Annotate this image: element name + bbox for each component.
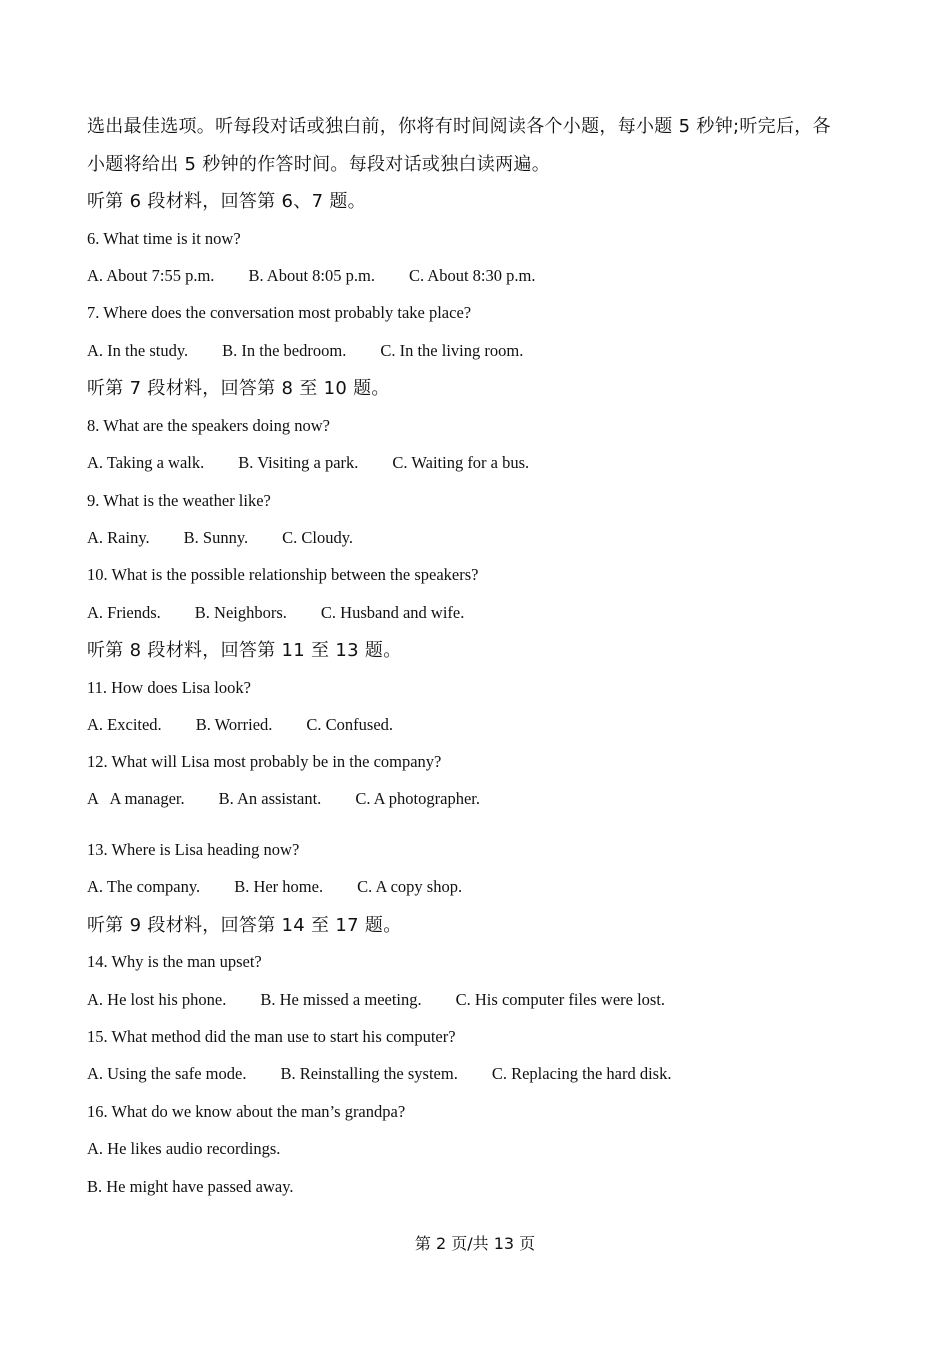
option-row: [87, 455, 529, 472]
question-text: 15. What method did the man use to start his computer?: [87, 1027, 456, 1046]
option-c: C. Replacing the hard disk.: [491, 1064, 672, 1083]
question-text: 13. Where is Lisa heading now?: [87, 840, 300, 859]
option-c: C. A photographer.: [355, 789, 480, 808]
question-text: 11. How does Lisa look?: [87, 678, 251, 697]
option-a: A. He likes audio recordings.: [87, 1139, 281, 1158]
question-text: 16. What do we know about the man’s grandpa?: [87, 1102, 406, 1121]
question-text: 9. What is the weather like?: [87, 491, 271, 510]
option-row: [87, 530, 353, 547]
option-b: B. Her home.: [234, 877, 324, 896]
option-a: A A manager.: [87, 789, 185, 808]
option-a: A. Using the safe mode.: [87, 1064, 247, 1083]
option-row: [87, 791, 480, 808]
option-a: A. About 7:55 p.m.: [87, 266, 215, 285]
question-text: 8. What are the speakers doing now?: [87, 416, 330, 435]
option-b: B. He might have passed away.: [87, 1177, 294, 1196]
option-c: C. Waiting for a bus.: [392, 453, 530, 472]
option-row: [87, 268, 535, 285]
option-row: [87, 879, 462, 896]
option-b: B. An assistant.: [218, 789, 322, 808]
option-c: C. Cloudy.: [282, 528, 354, 547]
question-text: 12. What will Lisa most probably be in the company?: [87, 752, 442, 771]
option-b: B. He missed a meeting.: [260, 990, 422, 1009]
option-a: A. Taking a walk.: [87, 453, 205, 472]
option-a: A. He lost his phone.: [87, 990, 227, 1009]
question-text: 10. What is the possible relationship between the speakers?: [87, 565, 479, 584]
section-heading: 听第 7 段材料，回答第 8 至 10 题。: [87, 378, 390, 399]
option-a: A. The company.: [87, 877, 201, 896]
option-c: C. Husband and wife.: [320, 603, 465, 622]
option-b: B. Reinstalling the system.: [280, 1064, 458, 1083]
page-number: 第 2 页/共 13 页: [414, 1234, 536, 1253]
option-b: B. Neighbors.: [194, 603, 287, 622]
intro-line-1: 选出最佳选项。听每段对话或独白前，你将有时间阅读各个小题，每小题 5 秒钟;听完后，各: [87, 116, 831, 137]
option-c: C. About 8:30 p.m.: [408, 266, 536, 285]
option-b: B. Worried.: [195, 715, 273, 734]
option-a: A. In the study.: [87, 341, 189, 360]
option-b: B. In the bedroom.: [222, 341, 347, 360]
option-row: [87, 717, 393, 734]
option-row: [87, 605, 464, 622]
question-text: 14. Why is the man upset?: [87, 952, 262, 971]
question-text: 6. What time is it now?: [87, 229, 241, 248]
option-row: [87, 1066, 671, 1083]
option-a: A. Rainy.: [87, 528, 150, 547]
option-c: C. His computer files were lost.: [455, 990, 666, 1009]
option-b: B. About 8:05 p.m.: [248, 266, 375, 285]
option-b: B. Visiting a park.: [238, 453, 359, 472]
intro-line-2: 小题将给出 5 秒钟的作答时间。每段对话或独白读两遍。: [87, 154, 550, 175]
option-row: [87, 992, 665, 1009]
section-heading: 听第 8 段材料，回答第 11 至 13 题。: [87, 640, 402, 661]
option-a: A. Excited.: [87, 715, 162, 734]
option-c: C. In the living room.: [380, 341, 524, 360]
option-c: C. A copy shop.: [357, 877, 463, 896]
question-text: 7. Where does the conversation most probably take place?: [87, 303, 472, 322]
option-b: B. Sunny.: [183, 528, 249, 547]
option-row: [87, 343, 523, 360]
option-c: C. Confused.: [306, 715, 394, 734]
option-a: A. Friends.: [87, 603, 161, 622]
section-heading: 听第 9 段材料，回答第 14 至 17 题。: [87, 915, 402, 936]
section-heading: 听第 6 段材料，回答第 6、7 题。: [87, 191, 366, 212]
